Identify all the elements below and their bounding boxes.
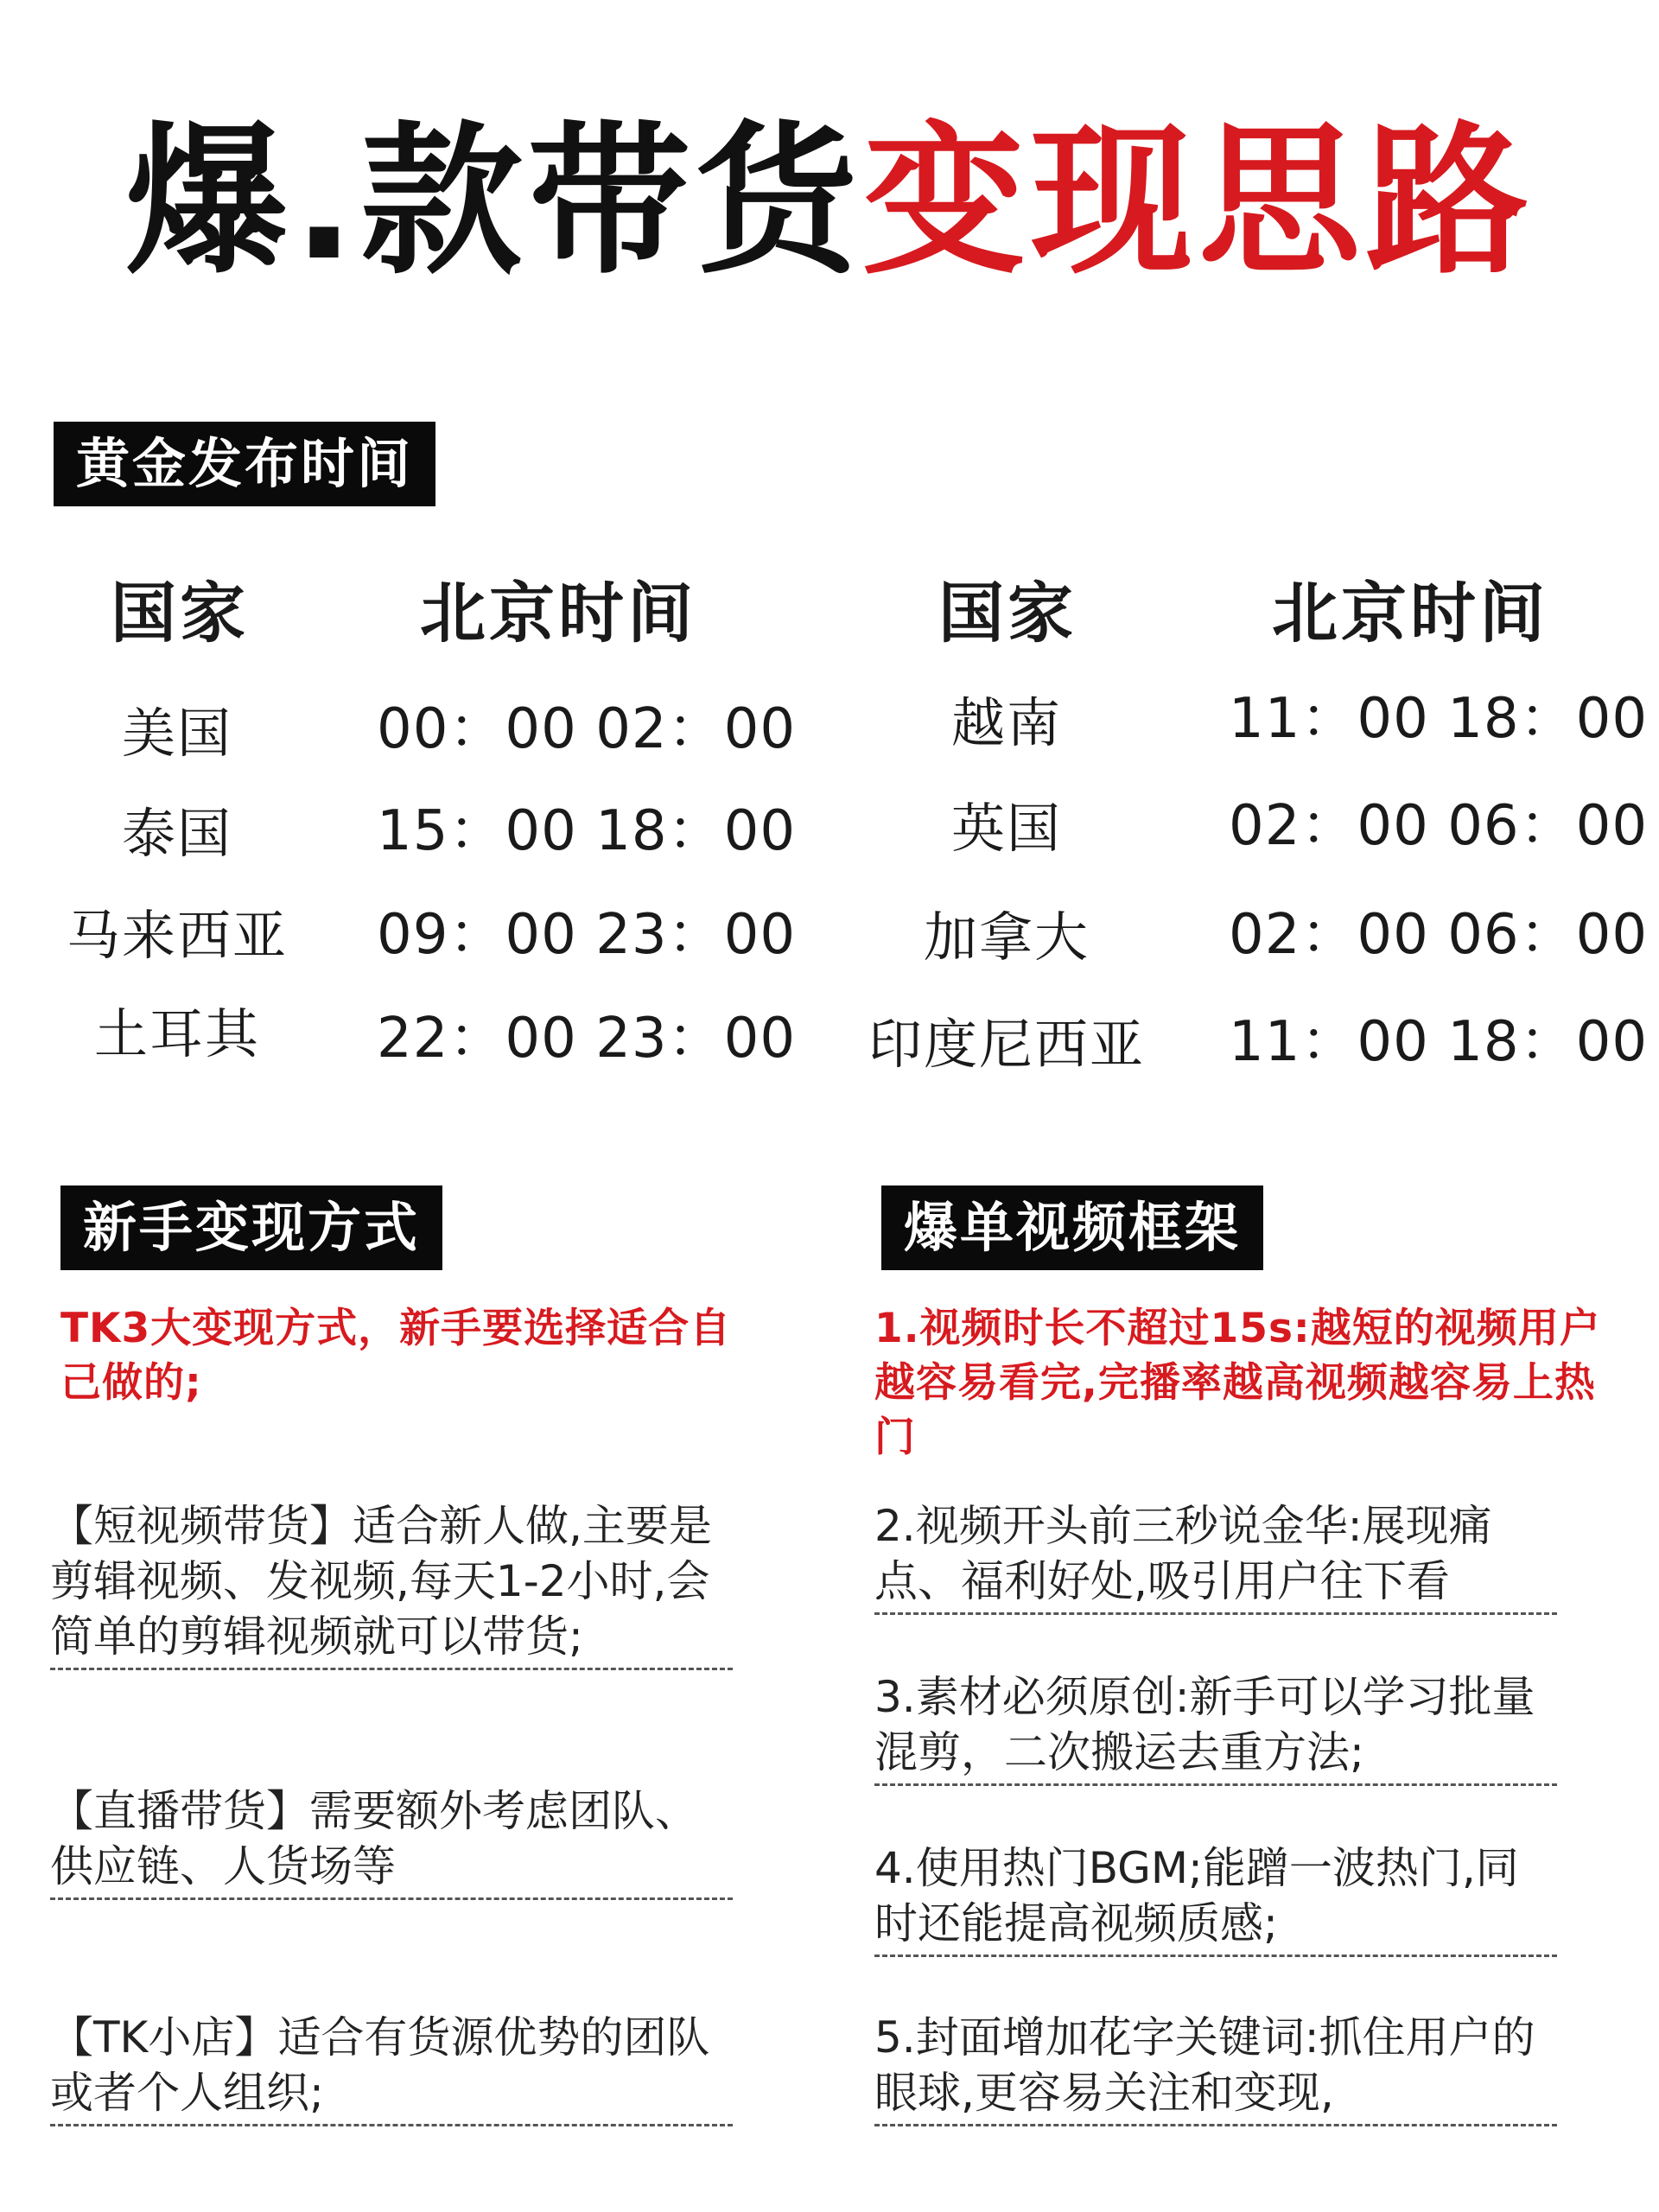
country-cell: 越南	[950, 691, 1062, 754]
golden-time-label: 黄金发布时间	[54, 422, 435, 506]
time-cell: 02：00 06：00	[1229, 903, 1649, 967]
title-black-part: 爆.款带货	[125, 107, 863, 296]
time-cell: 22：00 23：00	[377, 1007, 797, 1071]
framework-intro: 1.视频时长不超过15s:越短的视频用户越容易看完,完播率越高视频越容易上热门	[874, 1305, 1601, 1461]
time-cell: 15：00 18：00	[377, 799, 797, 863]
country-cell: 土耳其	[93, 1002, 260, 1065]
newbie-item: 【TK小店】适合有货源优势的团队或者个人组织;	[50, 2010, 733, 2126]
country-cell: 印度尼西亚	[868, 1013, 1145, 1076]
country-cell: 美国	[121, 702, 232, 765]
time-cell: 11：00 18：00	[1229, 1010, 1649, 1074]
country-cell: 加拿大	[923, 906, 1090, 969]
country-cell: 英国	[950, 797, 1062, 860]
framework-item: 3.素材必须原创:新手可以学习批量混剪，二次搬运去重方法;	[874, 1669, 1557, 1786]
newbie-item: 【直播带货】需要额外考虑团队、供应链、人货场等	[50, 1783, 733, 1900]
time-cell: 09：00 23：00	[377, 903, 797, 967]
newbie-intro: TK3大变现方式，新手要选择适合自己做的;	[60, 1305, 732, 1407]
newbie-label: 新手变现方式	[60, 1185, 442, 1270]
time-cell: 11：00 18：00	[1229, 687, 1649, 751]
header-country-left: 国家	[111, 575, 249, 652]
framework-item: 2.视频开头前三秒说金华:展现痛点、福利好处,吸引用户往下看	[874, 1498, 1557, 1615]
framework-item: 4.使用热门BGM;能蹭一波热门,同时还能提高视频质感;	[874, 1840, 1557, 1957]
page-title	[0, 107, 1659, 296]
header-country-right: 国家	[938, 575, 1077, 652]
country-cell: 马来西亚	[66, 904, 288, 967]
title-red-part: 变现思路	[862, 107, 1534, 296]
newbie-item: 【短视频带货】适合新人做,主要是剪辑视频、发视频,每天1-2小时,会简单的剪辑视频就可以带货;	[50, 1498, 733, 1670]
framework-label: 爆单视频框架	[881, 1185, 1263, 1270]
country-cell: 泰国	[121, 802, 232, 865]
framework-item: 5.封面增加花字关键词:抓住用户的眼球,更容易关注和变现,	[874, 2010, 1557, 2126]
time-cell: 02：00 06：00	[1229, 794, 1649, 858]
header-time-right: 北京时间	[1272, 575, 1548, 652]
header-time-left: 北京时间	[420, 575, 696, 652]
time-cell: 00：00 02：00	[377, 697, 797, 761]
